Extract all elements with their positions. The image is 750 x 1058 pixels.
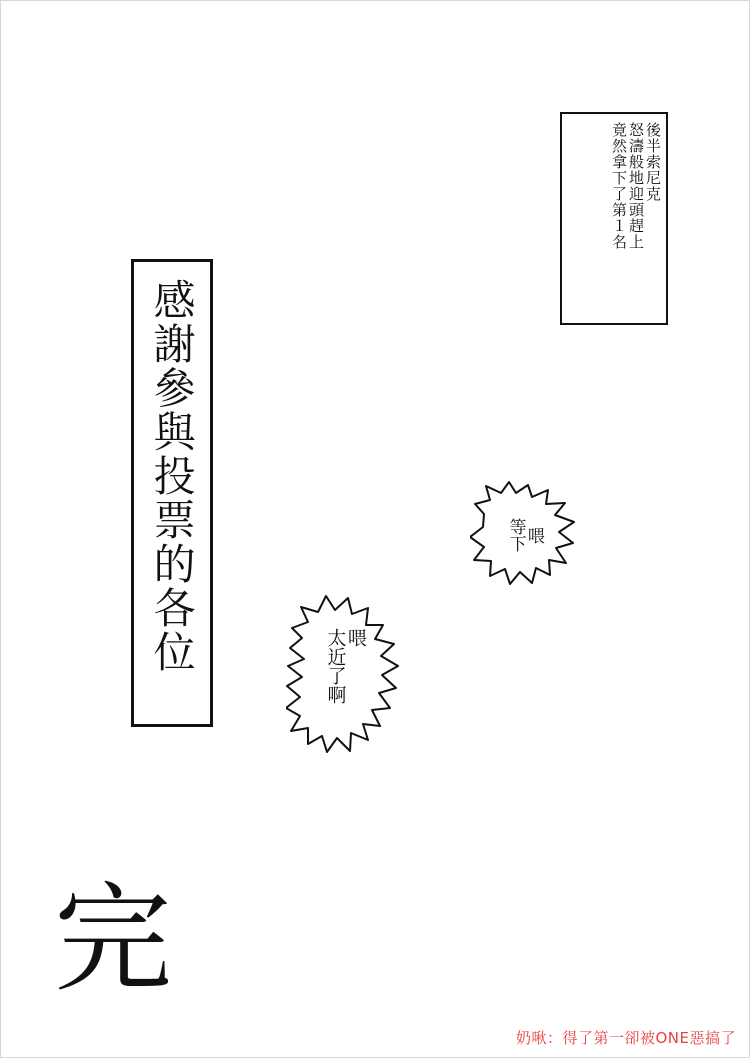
narration-line-1: 後半索尼克: [644, 122, 662, 202]
balloon-too-close-col-2: 太近了啊: [324, 628, 347, 704]
balloon-wait: [470, 480, 578, 590]
balloon-wait-col-1: 喂: [523, 526, 544, 544]
narration-box: [560, 112, 668, 325]
thanks-text: 感謝參與投票的各位: [147, 278, 197, 674]
narration-line-2: 怒濤般地迎頭趕上: [627, 122, 645, 250]
balloon-too-close-text: [286, 592, 404, 793]
ending-glyph: 完: [54, 870, 173, 1008]
balloon-wait-col-2: 等下: [505, 518, 526, 552]
narration-line-3: 竟然拿下了第１名: [610, 122, 628, 250]
balloon-too-close: [286, 592, 404, 757]
thanks-box: [131, 259, 213, 727]
credit-line: 奶啾：得了第一卻被ONE惡搞了: [515, 1029, 736, 1047]
balloon-wait-text: [470, 480, 578, 590]
balloon-too-close-col-1: 喂: [344, 628, 367, 647]
